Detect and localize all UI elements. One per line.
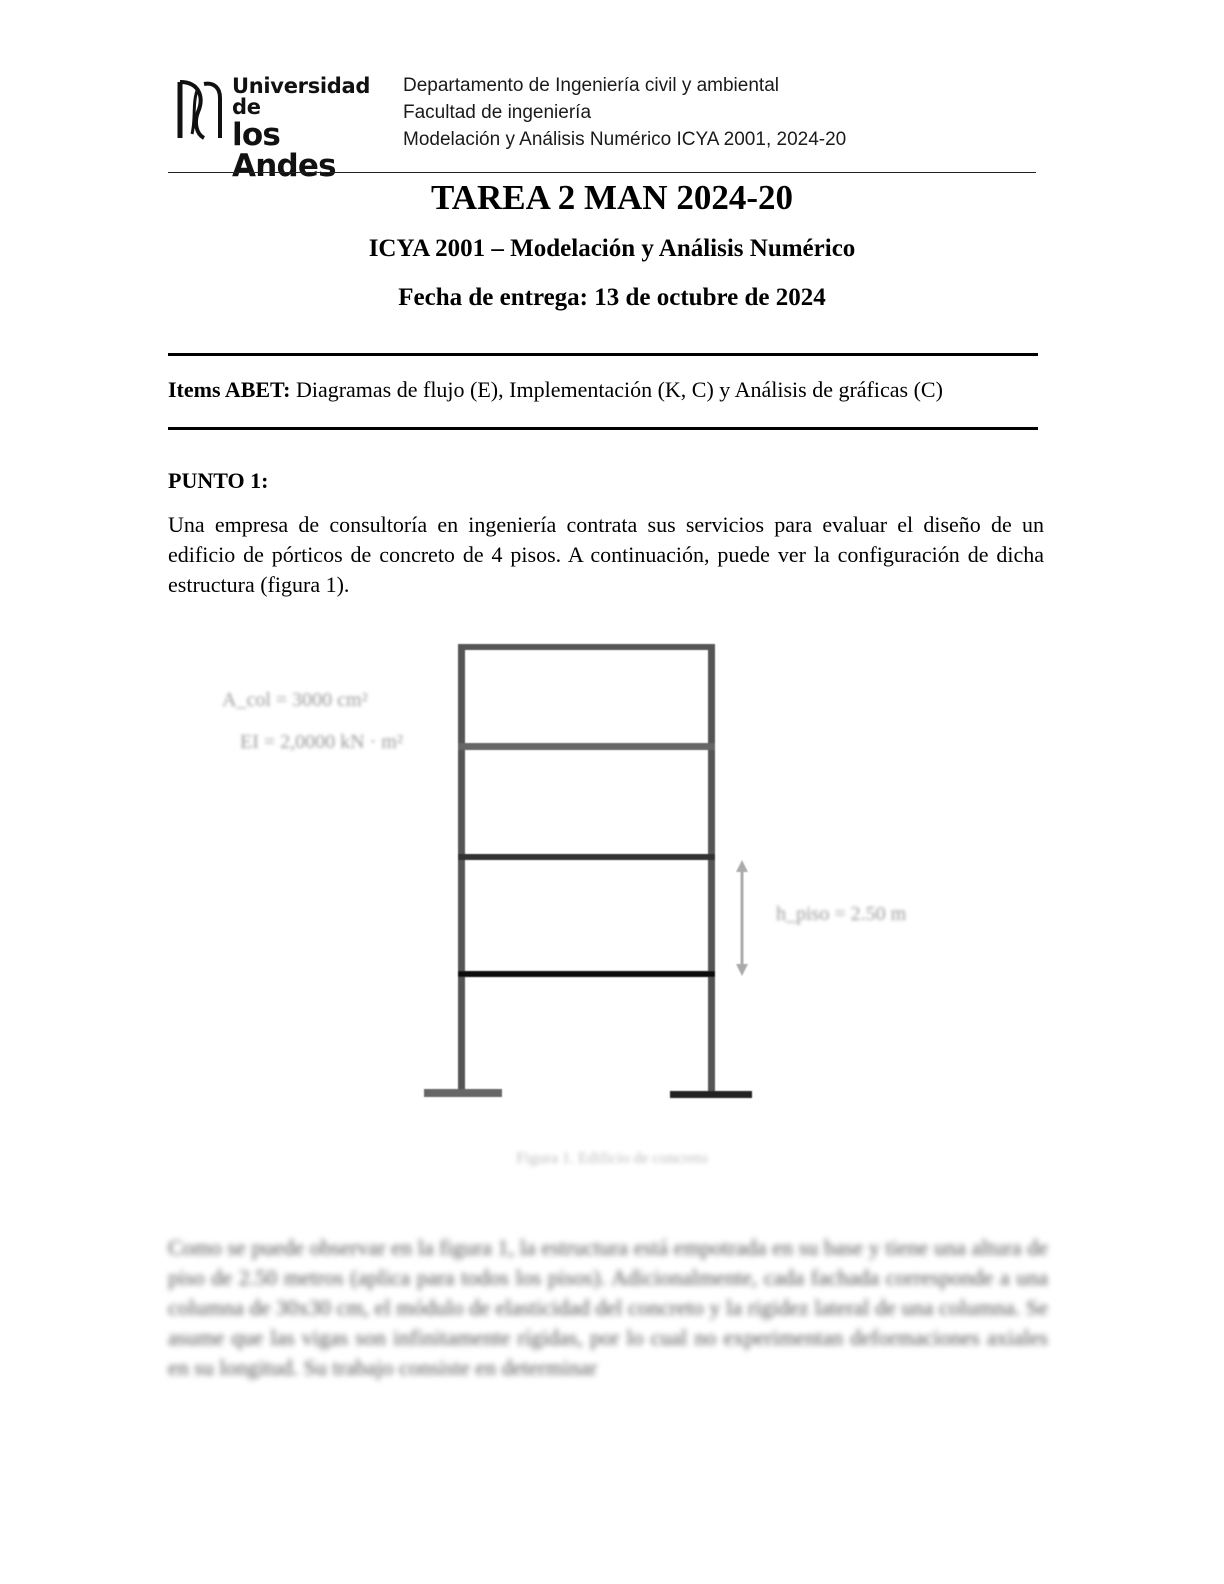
right-fixed-support: [670, 1091, 752, 1098]
course-subtitle: ICYA 2001 – Modelación y Análisis Numérico: [368, 235, 856, 262]
divider-bottom: [168, 427, 1038, 430]
andes-logo-icon: [170, 78, 228, 142]
figure-caption: Figura 1. Edificio de concreto: [516, 1150, 708, 1167]
roof-beam: [458, 644, 715, 650]
department-line: Departamento de Ingeniería civil y ambiental: [403, 75, 779, 96]
section-heading: PUNTO 1:: [168, 468, 269, 493]
building-frame-figure: [0, 620, 1224, 1120]
floor-beam-2: [458, 854, 715, 860]
department-info: [403, 72, 846, 153]
document-header: [170, 70, 1040, 184]
arrow-up-icon: [736, 860, 748, 872]
blurred-paragraph: Como se puede observar en la figura 1, la estructura está empotrada en su base y tiene una altura de piso de 2.50 metros (aplica para todos los pisos). Adicionalmente, cada fachada corresponde a una columna de 30x30 cm, el módulo de elasticidad del concreto y la rigidez lateral de una columna. Se asume que las vigas son infinitamente rígidas, por lo cual no experimentan deformaciones axiales en su longitud. Su trabajo consiste en determinar: [168, 1235, 1048, 1380]
header-divider: [168, 172, 1036, 173]
logo-line-1: Universidad de: [232, 74, 371, 119]
storey-height-label: h_piso = 2.50 m: [776, 903, 907, 925]
university-logo: [170, 74, 385, 184]
column-area-label: A_col = 3000 cm²: [222, 689, 368, 711]
logo-line-2: los Andes: [232, 117, 336, 184]
right-column: [708, 644, 715, 1096]
abet-items: [168, 377, 943, 403]
left-column: [458, 644, 465, 1096]
logo-text: [232, 76, 385, 182]
faculty-line: Facultad de ingeniería: [403, 102, 592, 123]
document-title: TAREA 2 MAN 2024-20: [431, 178, 793, 217]
due-date: Fecha de entrega: 13 de octubre de 2024: [398, 284, 826, 311]
left-fixed-support: [424, 1089, 502, 1097]
abet-text: Diagramas de flujo (E), Implementación (K, C) y Análisis de gráficas (C): [290, 377, 943, 402]
divider-top: [168, 353, 1038, 356]
arrow-down-icon: [736, 964, 748, 976]
stiffness-label: EI = 2,0000 kN · m²: [240, 731, 403, 753]
section-paragraph: Una empresa de consultoría en ingeniería contrata sus servicios para evaluar el diseño de un edificio de pórticos de concreto de 4 pisos. A continuación, puede ver la configuración de dicha estructura (figura 1).: [168, 512, 1044, 597]
floor-beam-3: [458, 743, 715, 750]
course-line: Modelación y Análisis Numérico ICYA 2001, 2024-20: [403, 129, 847, 150]
abet-label: Items ABET:: [168, 377, 291, 402]
floor-beam-1: [458, 971, 715, 977]
